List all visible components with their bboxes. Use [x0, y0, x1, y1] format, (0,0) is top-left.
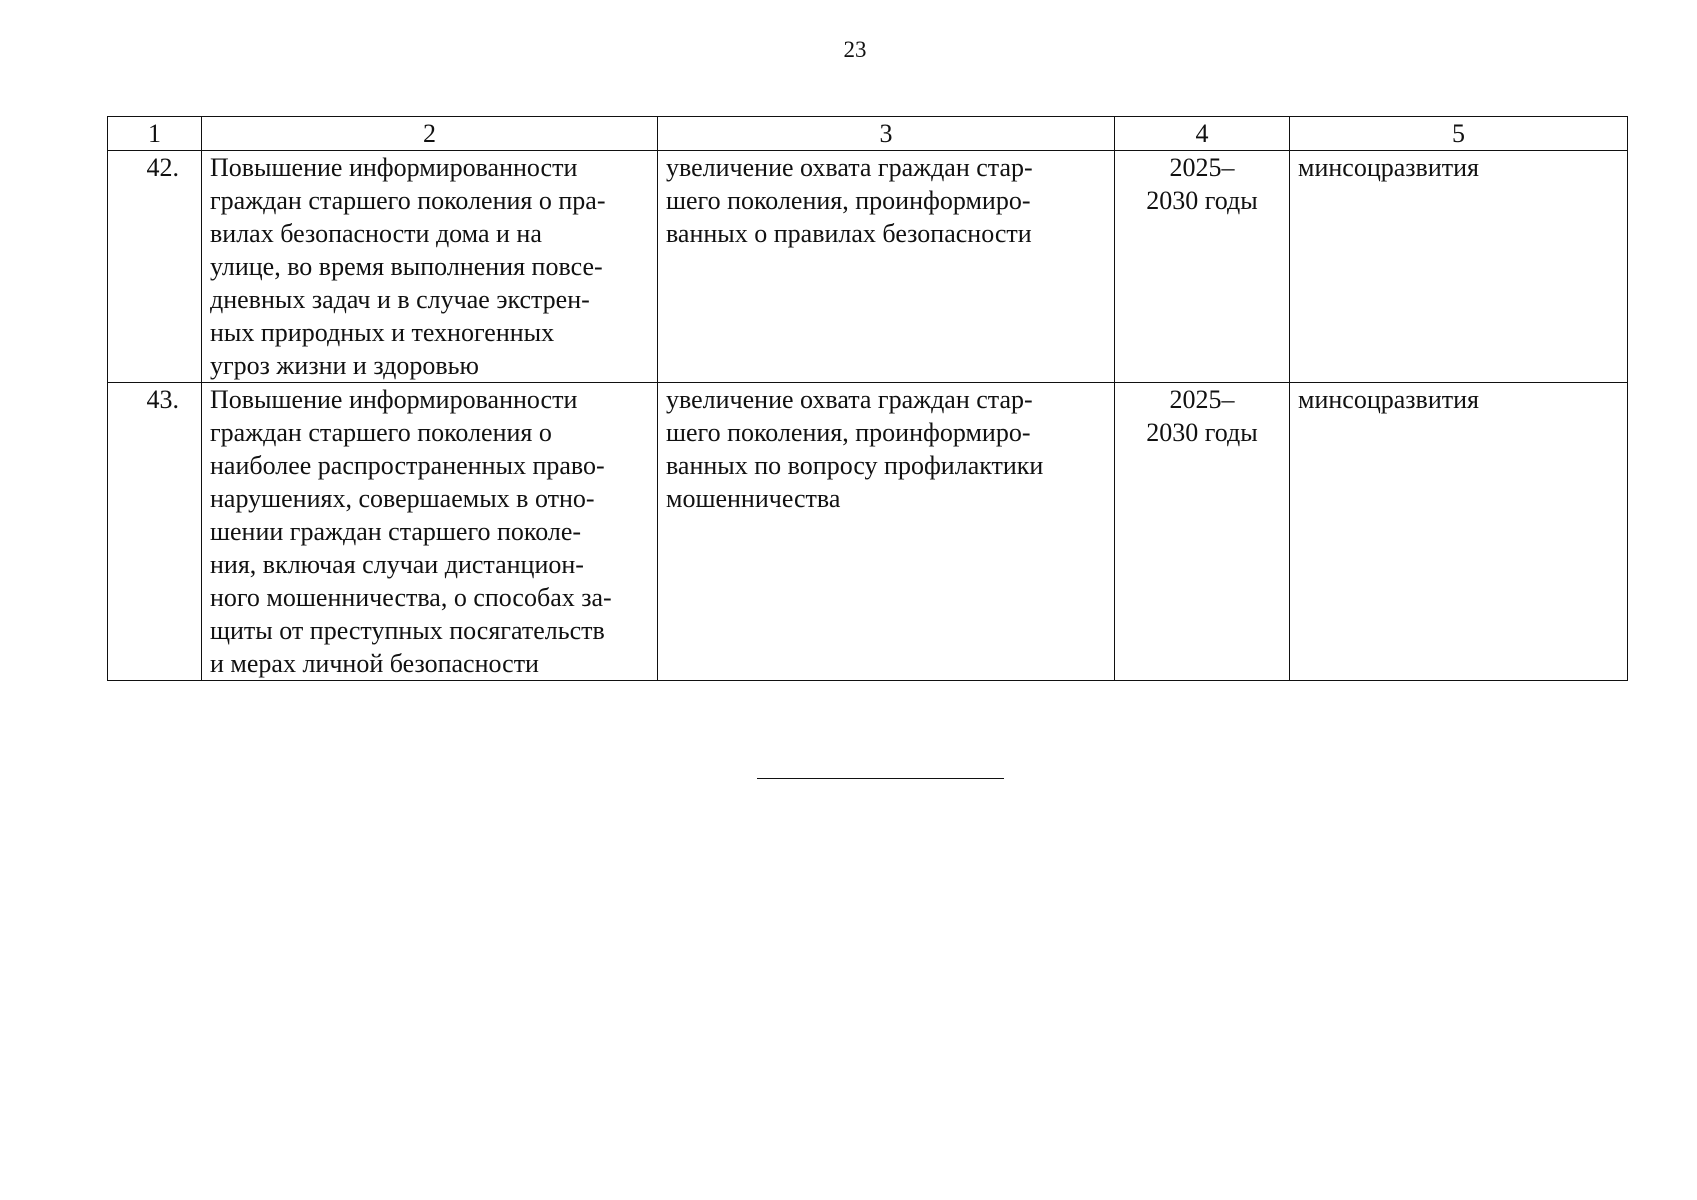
- table-row: [108, 383, 1628, 681]
- result-cell: увеличение охвата граждан стар- шего поколения, проинформиро- ванных по вопросу профилактики мошенничества: [658, 383, 1115, 681]
- page-number: 23: [843, 37, 867, 62]
- header-col-1: 1: [108, 117, 202, 151]
- header-col-5: 5: [1290, 117, 1628, 151]
- row-number: 43.: [108, 383, 202, 681]
- measure-cell: Повышение информированности граждан старшего поколения о пра- вилах безопасности дома и на улице, во время выполнения повсе- дневных задач и в случае экстрен- ных природных и техногенных угроз жизни и здоровью: [202, 151, 658, 383]
- measures-table: [107, 116, 1628, 681]
- period-cell: 2025– 2030 годы: [1115, 151, 1290, 383]
- result-cell: увеличение охвата граждан стар- шего поколения, проинформиро- ванных о правилах безопасности: [658, 151, 1115, 383]
- table-header-row: [108, 117, 1628, 151]
- executor-cell: минсоцразвития: [1290, 383, 1628, 681]
- measure-cell: Повышение информированности граждан старшего поколения о наиболее распространенных право- нарушениях, совершаемых в отно- шении граждан старшего поколе- ния, включая случаи дистанцион- ного мошенничества, о способах за- щиты от преступных посягательств и мерах личной безопасности: [202, 383, 658, 681]
- header-col-3: 3: [658, 117, 1115, 151]
- header-col-4: 4: [1115, 117, 1290, 151]
- header-col-2: 2: [202, 117, 658, 151]
- period-cell: 2025– 2030 годы: [1115, 383, 1290, 681]
- table-row: [108, 151, 1628, 383]
- row-number: 42.: [108, 151, 202, 383]
- executor-cell: минсоцразвития: [1290, 151, 1628, 383]
- end-of-document-rule: [757, 778, 1004, 779]
